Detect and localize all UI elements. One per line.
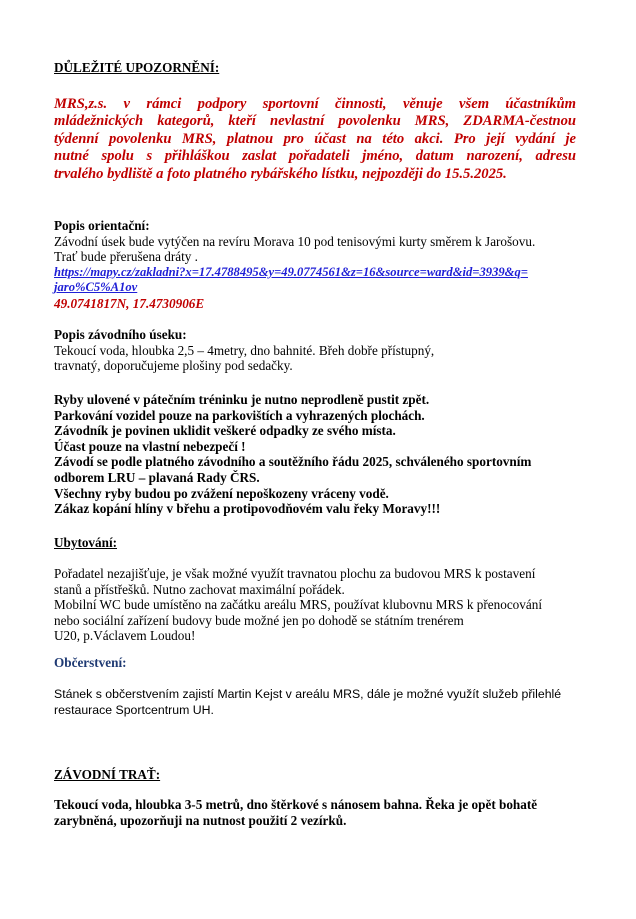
- refreshments-line: restaurace Sportcentrum UH.: [54, 702, 214, 717]
- coordinates: 49.0741817N, 17.4730906E: [54, 295, 205, 311]
- accommodation-heading: Ubytování:: [54, 535, 118, 550]
- track-line: zarybněná, upozorňuji na nutnost použití 2 vezírků.: [54, 812, 347, 828]
- orientation-section: [54, 218, 576, 312]
- map-link-continuation[interactable]: jaro%C5%A1ov: [54, 280, 138, 295]
- orientation-line: Závodní úsek bude vytýčen na revíru Morava 10 pod tenisovými kurty směrem k Jarošovu.: [54, 233, 536, 249]
- rule-item: Všechny ryby budou po zvážení nepoškozeny vráceny vodě.: [54, 485, 389, 501]
- accommodation-text: [54, 566, 576, 644]
- section-description-line: travnatý, doporučujeme plošiny pod sedačky.: [54, 358, 293, 374]
- rule-item: odborem LRU – plavaná Rady ČRS.: [54, 469, 260, 485]
- rules-list: [54, 392, 576, 517]
- track-heading: ZÁVODNÍ TRAŤ:: [54, 767, 161, 782]
- accommodation-line: stanů a přístřešků. Nutno zachovat maximální pořádek.: [54, 581, 345, 597]
- notice-line: trvalého bydliště a foto platného rybářského lístku, nejpozději do 15.5.2025.: [54, 165, 507, 182]
- notice-line: mládežnických kategorů, kteří nevlastní povolenku MRS, ZDARMA-čestnou: [54, 113, 576, 130]
- rule-item: Ryby ulovené v pátečním tréninku je nutno neprodleně pustit zpět.: [54, 392, 430, 407]
- track-line: Tekoucí voda, hloubka 3-5 metrů, dno štěrkové s nánosem bahna. Řeka je opět bohatě: [54, 797, 538, 812]
- section-description-heading: Popis závodního úseku:: [54, 327, 187, 342]
- refreshments-line: Stánek s občerstvením zajistí Martin Kejst v areálu MRS, dále je možné využít služeb přilehlé: [54, 687, 562, 701]
- rule-item: Závodí se podle platného závodního a soutěžního řádu 2025, schváleného sportovním: [54, 454, 532, 470]
- section-description-line: Tekoucí voda, hloubka 2,5 – 4metry, dno bahnité. Břeh dobře přístupný,: [54, 342, 435, 358]
- notice-heading: DŮLEŽITÉ UPOZORNĚNÍ:: [54, 60, 220, 75]
- rule-item: Závodník je povinen uklidit veškeré odpadky ze svého místa.: [54, 423, 396, 439]
- accommodation-line: Mobilní WC bude umístěno na začátku areálu MRS, používat klubovnu MRS k přenocování: [54, 597, 542, 613]
- section-description: [54, 327, 576, 374]
- accommodation-line: Pořadatel nezajišťuje, je však možné využít travnatou plochu za budovou MRS k postavení: [54, 566, 536, 581]
- orientation-line: Trať bude přerušena dráty .: [54, 249, 198, 265]
- map-link[interactable]: https://mapy.cz/zakladni?x=17.4788495&y=49.0774561&z=16&source=ward&id=3939&q=: [54, 264, 528, 279]
- orientation-heading: Popis orientační:: [54, 218, 150, 233]
- rule-item: Účast pouze na vlastní nebezpečí !: [54, 438, 246, 454]
- notice-line: nutné spolu s přihláškou zaslat pořadateli jméno, datum narození, adresu: [54, 148, 576, 165]
- refreshments-text: [54, 687, 576, 718]
- notice-line: MRS,z.s. v rámci podpory sportovní činnosti, věnuje všem účastníkům: [54, 96, 576, 112]
- track-text: [54, 797, 576, 828]
- rule-item: Zákaz kopání hlíny v břehu a protipovodňovém valu řeky Moravy!!!: [54, 501, 441, 517]
- refreshments-heading: Občerstvení:: [54, 655, 127, 670]
- accommodation-line: nebo sociální zařízení budovy bude možné jen po dohodě se státním trenérem: [54, 612, 464, 628]
- rule-item: Parkování vozidel pouze na parkovištích a vyhrazených plochách.: [54, 407, 425, 423]
- notice-paragraph: [54, 96, 576, 183]
- notice-line: týdenní povolenku MRS, platnou pro účast na této akci. Pro její vydání je: [54, 130, 576, 147]
- accommodation-line: U20, p.Václavem Loudou!: [54, 628, 196, 644]
